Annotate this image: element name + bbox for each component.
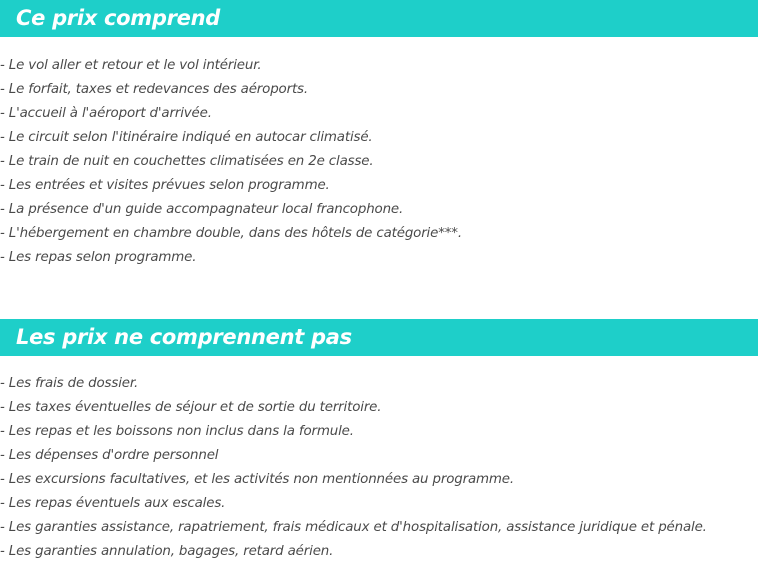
included-item: - Le forfait, taxes et redevances des aéroports. xyxy=(0,82,308,97)
excluded-section-header xyxy=(0,319,758,356)
excluded-section-title: Les prix ne comprennent pas xyxy=(16,325,352,349)
included-items-list xyxy=(0,54,462,270)
excluded-item: - Les garanties assistance, rapatriement, frais médicaux et d'hospitalisation, assistance juridique et pénale. xyxy=(0,520,707,535)
included-item: - Le circuit selon l'itinéraire indiqué en autocar climatisé. xyxy=(0,130,373,145)
included-item: - L'hébergement en chambre double, dans des hôtels de catégorie***. xyxy=(0,226,462,241)
included-item: - Le vol aller et retour et le vol intérieur. xyxy=(0,58,262,73)
excluded-item: - Les garanties annulation, bagages, retard aérien. xyxy=(0,544,334,559)
excluded-items-list xyxy=(0,372,707,564)
included-item: - La présence d'un guide accompagnateur local francophone. xyxy=(0,202,404,217)
included-item: - Le train de nuit en couchettes climatisées en 2e classe. xyxy=(0,154,374,169)
included-section-title: Ce prix comprend xyxy=(16,6,220,30)
excluded-item: - Les dépenses d'ordre personnel xyxy=(0,448,219,463)
included-item: - Les repas selon programme. xyxy=(0,250,197,265)
excluded-item: - Les excursions facultatives, et les activités non mentionnées au programme. xyxy=(0,472,514,487)
excluded-item: - Les repas éventuels aux escales. xyxy=(0,496,226,511)
included-item: - L'accueil à l'aéroport d'arrivée. xyxy=(0,106,212,121)
excluded-item: - Les repas et les boissons non inclus dans la formule. xyxy=(0,424,354,439)
excluded-item: - Les frais de dossier. xyxy=(0,376,139,391)
included-item: - Les entrées et visites prévues selon programme. xyxy=(0,178,330,193)
excluded-item: - Les taxes éventuelles de séjour et de sortie du territoire. xyxy=(0,400,382,415)
included-section-header xyxy=(0,0,758,37)
